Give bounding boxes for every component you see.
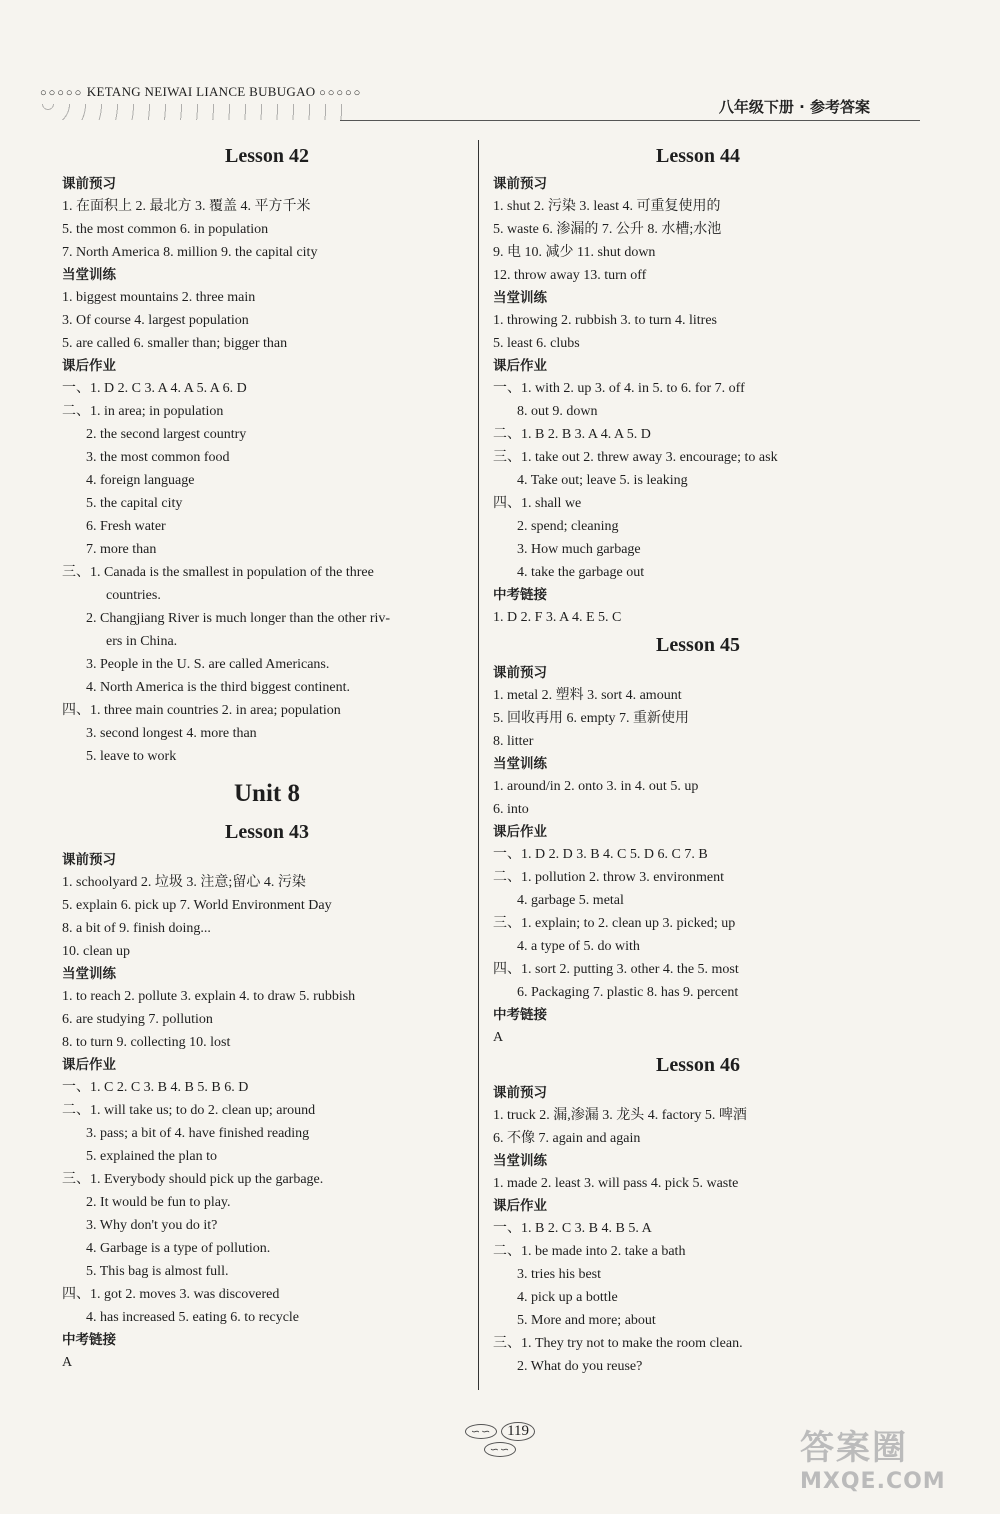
section-heading: 课前预习: [493, 176, 547, 192]
answer-line: 1. D 2. F 3. A 4. E 5. C: [493, 610, 622, 625]
answer-line: 1. biggest mountains 2. three main: [62, 290, 256, 305]
answer-line: 一、1. D 2. C 3. A 4. A 5. A 6. D: [62, 381, 247, 396]
answer-line: A: [62, 1355, 73, 1370]
header-title: 八年级下册 · 参考答案: [718, 98, 870, 116]
section-heading: 当堂训练: [493, 756, 547, 772]
answer-line: 4. garbage 5. metal: [517, 893, 624, 908]
section-heading: 中考链接: [493, 1007, 547, 1023]
answer-line: 1. around/in 2. onto 3. in 4. out 5. up: [493, 779, 699, 794]
answer-line: 5. least 6. clubs: [493, 336, 580, 351]
answer-line: 5. the capital city: [86, 496, 183, 511]
answer-line: 6. Packaging 7. plastic 8. has 9. percent: [517, 985, 739, 1000]
header-ornament: [40, 104, 350, 120]
section-heading: 课后作业: [493, 358, 547, 374]
answer-line: 一、1. C 2. C 3. B 4. B 5. B 6. D: [62, 1080, 249, 1095]
section-heading: 中考链接: [493, 587, 547, 603]
answer-line: 5. waste 6. 渗漏的 7. 公升 8. 水槽;水池: [493, 222, 722, 237]
section-heading: 课后作业: [493, 1198, 547, 1214]
lesson-title: Lesson 42: [225, 145, 309, 167]
answer-line: 3. People in the U. S. are called Americans.: [86, 657, 330, 672]
answer-line: 三、1. take out 2. threw away 3. encourage; to ask: [493, 450, 778, 465]
brand-name: KETANG NEIWAI LIANCE BUBUGAO: [86, 84, 316, 99]
answer-line: 四、1. three main countries 2. in area; population: [62, 703, 341, 718]
answer-line: 三、1. Canada is the smallest in population of the three: [62, 565, 374, 580]
answer-line: 5. explain 6. pick up 7. World Environment Day: [62, 898, 332, 913]
answer-line: 3. Why don't you do it?: [86, 1218, 218, 1233]
answer-line: 8. litter: [493, 734, 534, 749]
section-heading: 当堂训练: [62, 267, 116, 283]
page-number: ∽∽ 119 ∽∽: [455, 1422, 545, 1458]
section-heading: 课后作业: [62, 1057, 116, 1073]
answer-line: 1. truck 2. 漏,渗漏 3. 龙头 4. factory 5. 啤酒: [493, 1108, 747, 1123]
answer-line: 四、1. got 2. moves 3. was discovered: [62, 1287, 280, 1302]
answer-line: 二、1. pollution 2. throw 3. environment: [493, 870, 724, 885]
answer-line: ers in China.: [106, 634, 178, 649]
answer-line: 3. How much garbage: [517, 542, 641, 557]
answer-line: 三、1. They try not to make the room clean.: [493, 1336, 743, 1351]
answer-line: 二、1. be made into 2. take a bath: [493, 1244, 686, 1259]
answer-line: 7. more than: [86, 542, 157, 557]
answer-line: 四、1. sort 2. putting 3. other 4. the 5. most: [493, 962, 739, 977]
answer-line: 1. 在面积上 2. 最北方 3. 覆盖 4. 平方千米: [62, 199, 311, 214]
header-rule: [340, 120, 920, 121]
section-heading: 当堂训练: [493, 290, 547, 306]
answer-line: 2. the second largest country: [86, 427, 247, 442]
answer-line: 三、1. explain; to 2. clean up 3. picked; up: [493, 916, 736, 931]
answer-line: 2. spend; cleaning: [517, 519, 619, 534]
column-divider: [478, 140, 479, 1390]
answer-line: 5. explained the plan to: [86, 1149, 218, 1164]
answer-line: 5. More and more; about: [517, 1313, 656, 1328]
section-heading: 当堂训练: [493, 1153, 547, 1169]
answer-line: 5. 回收再用 6. empty 7. 重新使用: [493, 711, 689, 726]
answer-line: 1. shut 2. 污染 3. least 4. 可重复使用的: [493, 199, 721, 214]
section-heading: 中考链接: [62, 1332, 116, 1348]
answer-line: A: [493, 1030, 504, 1045]
answer-line: 2. It would be fun to play.: [86, 1195, 231, 1210]
answer-line: 4. Garbage is a type of pollution.: [86, 1241, 271, 1256]
answer-line: 7. North America 8. million 9. the capital city: [62, 245, 318, 260]
unit-title: Unit 8: [234, 780, 300, 807]
answer-line: 5. leave to work: [86, 749, 177, 764]
answer-line: 4. has increased 5. eating 6. to recycle: [86, 1310, 300, 1325]
page-header: [40, 78, 920, 128]
answer-line: 9. 电 10. 减少 11. shut down: [493, 245, 656, 260]
answer-line: countries.: [106, 588, 161, 603]
section-heading: 课前预习: [493, 1085, 547, 1101]
answer-line: 2. Changjiang River is much longer than the other riv-: [86, 611, 391, 626]
answer-line: 5. This bag is almost full.: [86, 1264, 229, 1279]
answer-line: 四、1. shall we: [493, 496, 582, 511]
answer-line: 1. made 2. least 3. will pass 4. pick 5. waste: [493, 1176, 739, 1191]
answer-line: 3. the most common food: [86, 450, 230, 465]
answer-line: 5. are called 6. smaller than; bigger than: [62, 336, 288, 351]
brand-text: ○○○○○ KETANG NEIWAI LIANCE BUBUGAO ○○○○○: [40, 84, 363, 99]
answer-line: 4. Take out; leave 5. is leaking: [517, 473, 688, 488]
answer-line: 3. tries his best: [517, 1267, 601, 1282]
answer-line: 4. foreign language: [86, 473, 195, 488]
page-number-value: 119: [501, 1422, 535, 1441]
section-heading: 课后作业: [493, 824, 547, 840]
answer-line: 4. a type of 5. do with: [517, 939, 640, 954]
answer-line: 3. Of course 4. largest population: [62, 313, 249, 328]
right-column: [493, 140, 903, 1378]
answer-line: 二、1. in area; in population: [62, 404, 224, 419]
left-column: [62, 140, 472, 1374]
answer-line: 8. out 9. down: [517, 404, 598, 419]
answer-line: 三、1. Everybody should pick up the garbage.: [62, 1172, 324, 1187]
answer-line: 一、1. B 2. C 3. B 4. B 5. A: [493, 1221, 652, 1236]
answer-line: 1. throwing 2. rubbish 3. to turn 4. litres: [493, 313, 717, 328]
answer-line: 1. metal 2. 塑料 3. sort 4. amount: [493, 688, 682, 703]
answer-line: 二、1. B 2. B 3. A 4. A 5. D: [493, 427, 651, 442]
answer-line: 6. are studying 7. pollution: [62, 1012, 213, 1027]
answer-line: 12. throw away 13. turn off: [493, 268, 647, 283]
section-heading: 课前预习: [62, 176, 116, 192]
answer-line: 6. 不像 7. again and again: [493, 1131, 641, 1146]
section-heading: 课前预习: [493, 665, 547, 681]
answer-line: 2. What do you reuse?: [517, 1359, 643, 1374]
answer-line: 8. to turn 9. collecting 10. lost: [62, 1035, 231, 1050]
answer-line: 二、1. will take us; to do 2. clean up; around: [62, 1103, 316, 1118]
answer-line: 一、1. with 2. up 3. of 4. in 5. to 6. for 7. off: [493, 381, 745, 396]
answer-line: 3. second longest 4. more than: [86, 726, 257, 741]
answer-line: 4. pick up a bottle: [517, 1290, 618, 1305]
answer-line: 10. clean up: [62, 944, 131, 959]
answer-line: 6. into: [493, 802, 529, 817]
answer-line: 3. pass; a bit of 4. have finished reading: [86, 1126, 310, 1141]
answer-line: 6. Fresh water: [86, 519, 166, 534]
section-heading: 课前预习: [62, 852, 116, 868]
answer-line: 5. the most common 6. in population: [62, 222, 269, 237]
lesson-title: Lesson 46: [656, 1054, 740, 1076]
lesson-title: Lesson 44: [656, 145, 740, 167]
answer-line: 4. North America is the third biggest continent.: [86, 680, 351, 695]
answer-line: 1. to reach 2. pollute 3. explain 4. to draw 5. rubbish: [62, 989, 356, 1004]
answer-line: 8. a bit of 9. finish doing...: [62, 921, 211, 936]
watermark-logo: 答案圈 MXQE.COM: [800, 1428, 946, 1494]
answer-line: 4. take the garbage out: [517, 565, 645, 580]
section-heading: 课后作业: [62, 358, 116, 374]
lesson-title: Lesson 45: [656, 634, 740, 656]
section-heading: 当堂训练: [62, 966, 116, 982]
lesson-title: Lesson 43: [225, 821, 309, 843]
answer-line: 一、1. D 2. D 3. B 4. C 5. D 6. C 7. B: [493, 847, 708, 862]
answer-line: 1. schoolyard 2. 垃圾 3. 注意;留心 4. 污染: [62, 875, 306, 890]
